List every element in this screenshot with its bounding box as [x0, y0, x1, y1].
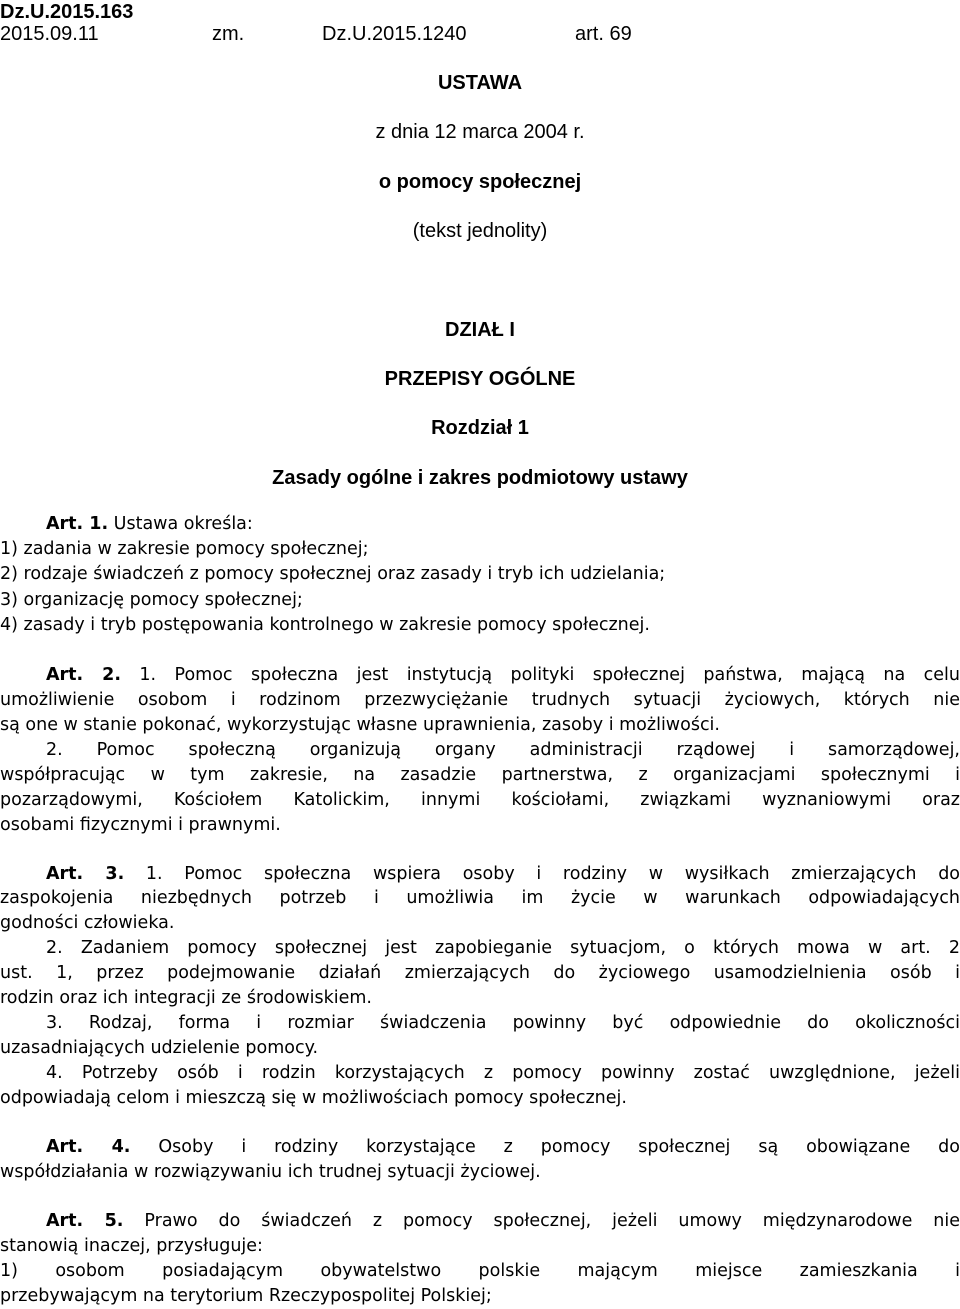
art1-number: Art. 1.	[46, 514, 109, 534]
art1-lead	[0, 512, 960, 537]
art2-number: Art. 2.	[46, 665, 121, 685]
art5-item-1-line-1: 1) osobom posiadającym obywatelstwo polskie mającym miejsce zamieszkania i	[0, 1261, 960, 1281]
art3-p3-line-2: uzasadniających udzielenie pomocy.	[0, 1038, 319, 1058]
art4-text: Osoby i rodziny korzystające z pomocy społecznej są obowiązane do	[130, 1137, 960, 1157]
doc-change: zm.	[212, 23, 245, 45]
art3-p3-line-1: 3. Rodzaj, forma i rozmiar świadczenia powinny być odpowiednie do okoliczności	[46, 1013, 960, 1033]
art3-p4-line-2: odpowiadają celom i mieszczą się w możliwościach pomocy społecznej.	[0, 1088, 627, 1108]
act-name: o pomocy społecznej	[378, 171, 582, 193]
art2-p2-line-4: osobami fizycznymi i prawnymi.	[0, 815, 281, 835]
art1-item-4: 4) zasady i tryb postępowania kontrolnego w zakresie pomocy społecznej.	[0, 615, 650, 635]
art3-p1-line-1	[0, 862, 960, 887]
doc-ref: Dz.U.2015.1240	[322, 23, 467, 45]
art2-p2-line-1: 2. Pomoc społeczną organizują organy administracji rządowej i samorządowej,	[46, 740, 960, 760]
doc-id: Dz.U.2015.163	[0, 1, 134, 23]
art4-number: Art. 4.	[46, 1137, 131, 1157]
art3-p2-line-2: ust. 1, przez podejmowanie działań zmierzających do życiowego usamodzielnienia osób i	[0, 963, 960, 983]
art4-line-1	[0, 1135, 960, 1160]
art1-item-3: 3) organizację pomocy społecznej;	[0, 590, 303, 610]
art1-item-1: 1) zadania w zakresie pomocy społecznej;	[0, 539, 369, 559]
art2-p2-line-2: współpracując w tym zakresie, na zasadzie partnerstwa, z organizacjami społecznymi i	[0, 765, 960, 785]
art3-p4-line-1: 4. Potrzeby osób i rodzin korzystających z pomocy powinny zostać uwzględnione, jeżeli	[46, 1063, 960, 1083]
art3-p2-line-1: 2. Zadaniem pomocy społecznej jest zapobieganie sytuacjom, o których mowa w art. 2	[46, 938, 960, 958]
art5-line-2: stanowią inaczej, przysługuje:	[0, 1236, 263, 1256]
art1-text: Ustawa określa:	[108, 514, 253, 534]
art3-number: Art. 3.	[46, 864, 125, 884]
act-date: z dnia 12 marca 2004 r.	[375, 121, 585, 143]
art5-text: Prawo do świadczeń z pomocy społecznej, jeżeli umowy międzynarodowe nie	[123, 1211, 960, 1231]
doc-article: art. 69	[575, 23, 632, 45]
chapter-name: Zasady ogólne i zakres podmiotowy ustawy	[272, 467, 688, 489]
doc-date: 2015.09.11	[0, 23, 99, 45]
act-type: USTAWA	[437, 72, 523, 94]
art2-p1-line-3: są one w stanie pokonać, wykorzystując własne uprawnienia, zasoby i możliwości.	[0, 715, 720, 735]
art2-p1-text: 1. Pomoc społeczna jest instytucją polityki społecznej państwa, mającą na celu	[120, 665, 960, 685]
art3-p1-line-2: zaspokojenia niezbędnych potrzeb i umożliwia im życie w warunkach odpowiadających	[0, 888, 960, 908]
art3-p1-line-3: godności człowieka.	[0, 913, 175, 933]
division-name: PRZEPISY OGÓLNE	[384, 368, 576, 390]
art5-line-1	[0, 1209, 960, 1234]
art5-item-1-line-2: przebywającym na terytorium Rzeczypospolitej Polskiej;	[0, 1286, 492, 1306]
act-note: (tekst jednolity)	[412, 220, 548, 242]
art2-p1-line-1	[0, 663, 960, 688]
art3-p2-line-3: rodzin oraz ich integracji ze środowiskiem.	[0, 988, 372, 1008]
division-label: DZIAŁ I	[445, 319, 515, 341]
chapter-label: Rozdział 1	[431, 417, 529, 439]
art2-p1-line-2: umożliwienie osobom i rodzinom przezwyciężanie trudnych sytuacji życiowych, których nie	[0, 690, 960, 710]
art2-p2-line-3: pozarządowymi, Kościołem Katolickim, innymi kościołami, związkami wyznaniowymi oraz	[0, 790, 960, 810]
art4-line-2: współdziałania w rozwiązywaniu ich trudnej sytuacji życiowej.	[0, 1162, 541, 1182]
art3-p1-text: 1. Pomoc społeczna wspiera osoby i rodziny w wysiłkach zmierzających do	[124, 864, 960, 884]
art1-item-2: 2) rodzaje świadczeń z pomocy społecznej oraz zasady i tryb ich udzielania;	[0, 564, 666, 584]
art5-number: Art. 5.	[46, 1211, 124, 1231]
